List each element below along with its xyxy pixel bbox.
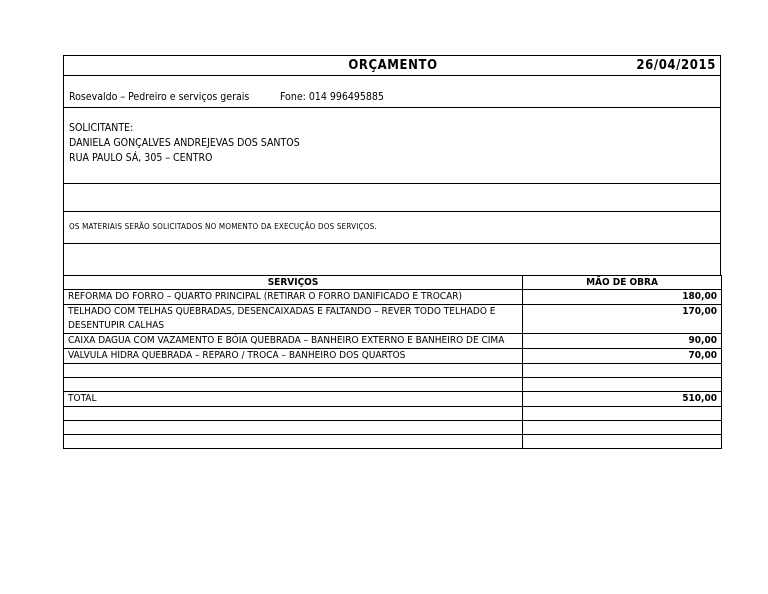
labor-header: MÃO DE OBRA — [523, 276, 722, 290]
table-row — [64, 435, 722, 449]
table-row — [64, 378, 722, 392]
table-row — [64, 349, 722, 364]
client-section — [63, 107, 721, 184]
service-cell — [64, 378, 523, 392]
value-cell: 70,00 — [523, 349, 722, 364]
provider-row — [63, 75, 721, 108]
client-label: SOLICITANTE: — [69, 122, 134, 134]
total-row — [64, 392, 722, 407]
provider-phone: Fone: 014 996495885 — [280, 91, 384, 103]
total-value: 510,00 — [523, 392, 722, 407]
service-cell — [64, 421, 523, 435]
table-row — [64, 290, 722, 305]
materials-note: OS MATERIAIS SERÃO SOLICITADOS NO MOMENTO DA EXECUÇÃO DOS SERVIÇOS. — [69, 222, 377, 231]
total-label: TOTAL — [64, 392, 523, 407]
client-name: DANIELA GONÇALVES ANDREJEVAS DOS SANTOS — [69, 137, 300, 149]
value-cell — [523, 421, 722, 435]
service-cell — [64, 407, 523, 421]
table-row — [64, 421, 722, 435]
value-cell — [523, 407, 722, 421]
client-address: RUA PAULO SÁ, 305 – CENTRO — [69, 152, 213, 164]
value-cell — [523, 435, 722, 449]
value-cell — [523, 364, 722, 378]
value-cell: 90,00 — [523, 334, 722, 349]
note-row — [63, 211, 721, 244]
value-cell: 180,00 — [523, 290, 722, 305]
table-row — [64, 407, 722, 421]
blank-row-2 — [63, 243, 721, 276]
value-cell — [523, 378, 722, 392]
services-table — [63, 275, 722, 449]
title-row — [63, 55, 721, 76]
table-header-row — [64, 276, 722, 290]
service-cell — [64, 435, 523, 449]
value-cell: 170,00 — [523, 305, 722, 334]
blank-row — [63, 183, 721, 212]
service-cell: TELHADO COM TELHAS QUEBRADAS, DESENCAIXADAS E FALTANDO – REVER TODO TELHADO E DESENTUPIR CALHAS — [64, 305, 523, 334]
table-row — [64, 305, 722, 334]
service-cell: VALVULA HIDRA QUEBRADA – REPARO / TROCA – BANHEIRO DOS QUARTOS — [64, 349, 523, 364]
table-row — [64, 334, 722, 349]
service-cell: CAIXA DAGUA COM VAZAMENTO E BÓIA QUEBRADA – BANHEIRO EXTERNO E BANHEIRO DE CIMA — [64, 334, 523, 349]
table-row — [64, 364, 722, 378]
service-cell: REFORMA DO FORRO – QUARTO PRINCIPAL (RETIRAR O FORRO DANIFICADO E TROCAR) — [64, 290, 523, 305]
provider-name: Rosevaldo – Pedreiro e serviços gerais — [69, 91, 250, 103]
service-cell — [64, 364, 523, 378]
services-header: SERVIÇOS — [64, 276, 523, 290]
document-title: ORÇAMENTO — [348, 58, 438, 73]
document-date: 26/04/2015 — [636, 58, 716, 73]
